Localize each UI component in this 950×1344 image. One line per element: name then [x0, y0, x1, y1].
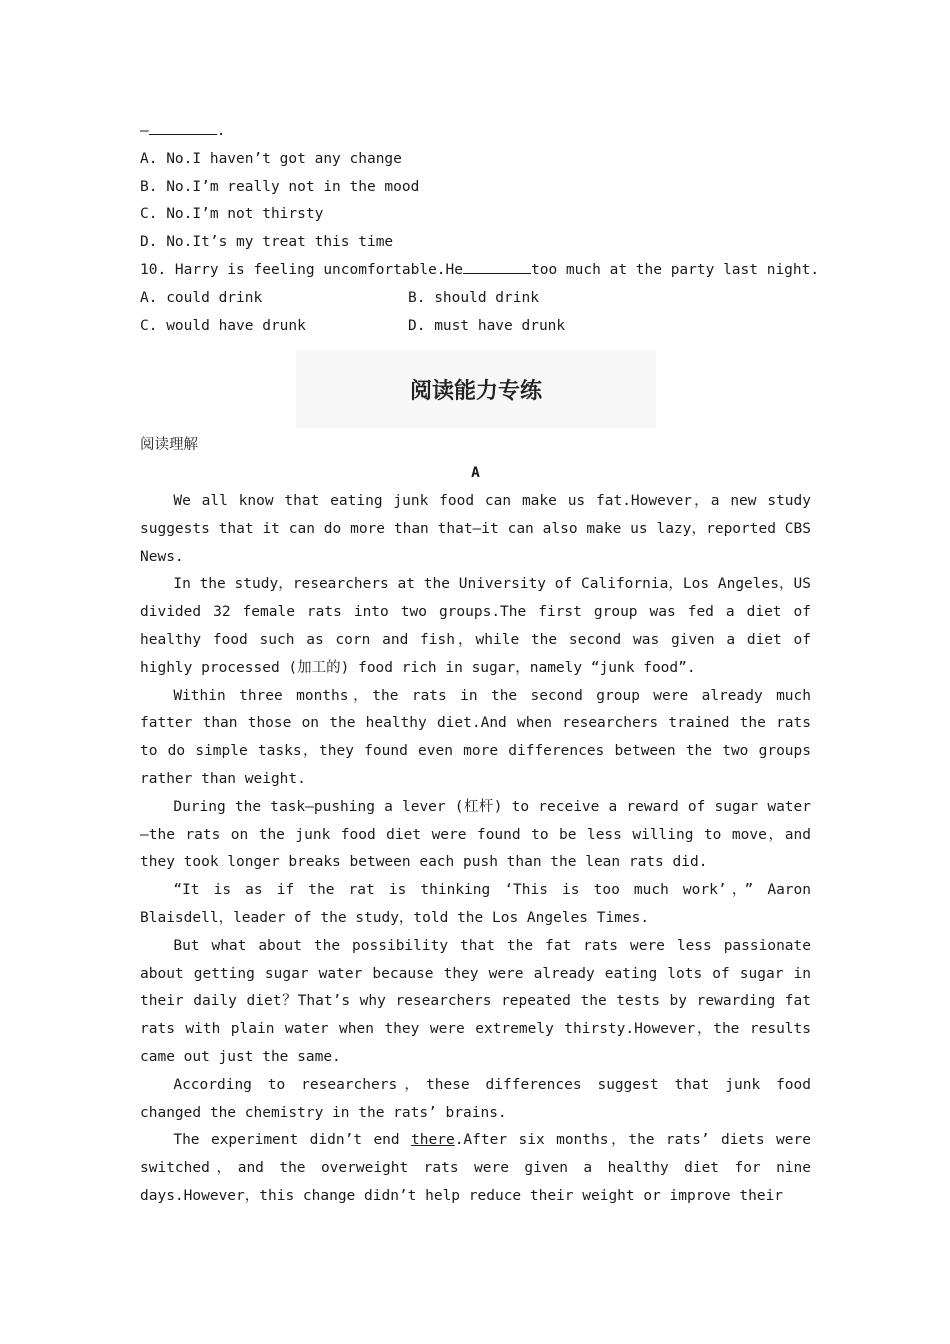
q10-stem-end: too much at the party last night. [531, 261, 820, 278]
answer-blank [463, 259, 531, 274]
paragraph: We all know that eating junk food can make us fat.However，a new study suggests that it can do more than that—it can also make us lazy，reported CBS News. [140, 492, 811, 565]
paragraph-last [140, 1127, 811, 1210]
paragraph: But what about the possibility that the fat rats were less passionate about getting sugar water because they were already eating lots of sugar in their daily diet？That’s why researchers repeated the tests by rewarding fat rats with plain water when they were extremely thirsty.However，the results came out just the same. [140, 937, 811, 1065]
section-title-band [296, 350, 656, 428]
paragraph: During the task—pushing a lever (杠杆) to receive a reward of sugar water—the rats on the junk food diet were found to be less willing to move，and they took longer breaks between each push than the lean rats did. [140, 798, 811, 871]
underlined-word: there [411, 1132, 455, 1149]
q10-option-c: C. would have drunk [140, 317, 306, 334]
q9-option-c: C. No.I’m not thirsty [140, 206, 324, 223]
paragraph: Within three months，the rats in the second group were already much fatter than those on the healthy diet.And when researchers trained the rats to do simple tasks，they found even more differences between the two groups rather than weight. [140, 687, 811, 787]
q10-stem [140, 257, 820, 285]
q9-answer-line [140, 118, 811, 146]
q9-option-a: A. No.I haven’t got any change [140, 150, 402, 167]
q10-option-d: D. must have drunk [408, 317, 566, 334]
dash: — [140, 123, 149, 139]
q9-option-d: D. No.It’s my treat this time [140, 234, 394, 251]
paragraph: In the study，researchers at the University of California，Los Angeles，US divided 32 female rats into two groups.The first group was fed a diet of healthy food such as corn and fish，while the second was given a diet of highly processed (加工的) food rich in sugar，namely “junk food”. [140, 576, 811, 676]
section-label: 阅读理解 [140, 437, 198, 454]
passage-letter: A [471, 465, 480, 482]
period: . [216, 123, 226, 139]
text-span: .After six months，the rats’ diets were switched，and the overweight rats were given a healthy diet for nine days.However，this change didn’t help reduce their weight or improve their [140, 1132, 811, 1204]
answer-blank [149, 120, 217, 135]
text-span: The experiment didn’t end [173, 1132, 412, 1149]
section-title: 阅读能力专练 [409, 378, 542, 404]
q9-option-b: B. No.I’m really not in the mood [140, 178, 420, 195]
paragraph: “It is as if the rat is thinking ‘This is too much work’，” Aaron Blaisdell，leader of the study，told the Los Angeles Times. [140, 882, 811, 926]
q10-options-row-2 [140, 313, 811, 341]
paragraph: According to researchers，these differences suggest that junk food changed the chemistry in the rats’ brains. [140, 1076, 811, 1121]
q10-option-b: B. should drink [408, 289, 539, 306]
q10-option-a: A. could drink [140, 289, 263, 306]
q10-stem-start: 10. Harry is feeling uncomfortable.He [140, 261, 464, 278]
q10-options-row-1 [140, 285, 811, 313]
document-page [140, 118, 820, 1211]
